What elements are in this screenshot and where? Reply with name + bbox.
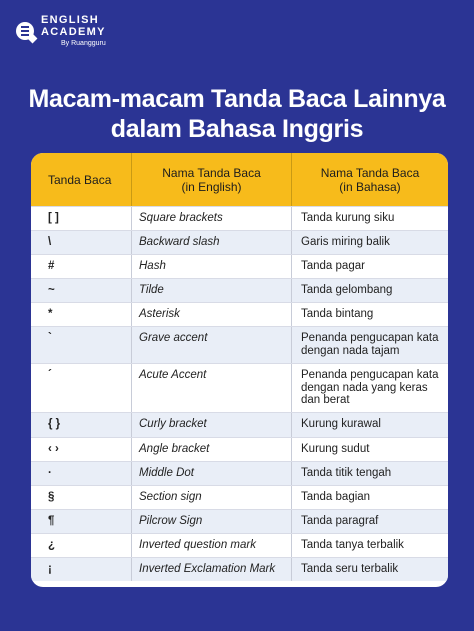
row-english-name: Pilcrow Sign [131, 510, 291, 533]
title-line2: dalam Bahasa Inggris [110, 115, 364, 143]
row-symbol: ¶ [48, 515, 55, 527]
row-bahasa-name: Tanda kurung siku [291, 207, 448, 230]
brand-text [41, 14, 106, 48]
row-bahasa-name: Kurung kurawal [291, 413, 448, 437]
title-line1: Macam-macam Tanda Baca Lainnya [28, 85, 446, 113]
row-english-name: Inverted question mark [131, 534, 291, 557]
brand-line1: ENGLISH [41, 14, 99, 26]
table-row [31, 230, 448, 254]
table-row [31, 278, 448, 302]
table-row [31, 254, 448, 278]
row-english-name: Hash [131, 255, 291, 278]
table-header [31, 153, 448, 206]
row-bahasa-name: Tanda gelombang [291, 279, 448, 302]
row-symbol: # [48, 260, 55, 272]
brand-line2: ACADEMY [41, 26, 106, 38]
row-english-name: Curly bracket [131, 413, 291, 437]
brand-byline: By Ruangguru [61, 40, 106, 47]
row-bahasa-name: Garis miring balik [291, 231, 448, 254]
row-symbol: { } [48, 418, 61, 430]
row-english-name: Backward slash [131, 231, 291, 254]
table-row [31, 302, 448, 326]
table-row [31, 412, 448, 437]
header-bahasa-line2: (in Bahasa) [339, 179, 401, 194]
table-row [31, 363, 448, 412]
table-row [31, 509, 448, 533]
row-bahasa-name: Tanda bintang [291, 303, 448, 326]
row-symbol: § [48, 491, 55, 503]
table-row [31, 461, 448, 485]
row-bahasa-name: Tanda seru terbalik [291, 558, 448, 581]
page-title [0, 84, 474, 144]
row-symbol: ‹ › [48, 443, 59, 455]
row-bahasa-name: Tanda bagian [291, 486, 448, 509]
row-symbol: \ [48, 236, 52, 248]
row-english-name: Inverted Exclamation Mark [131, 558, 291, 581]
row-bahasa-name: Tanda paragraf [291, 510, 448, 533]
header-symbol: Tanda Baca [48, 172, 112, 187]
row-symbol: ` [48, 332, 52, 344]
row-bahasa-name: Tanda tanya terbalik [291, 534, 448, 557]
chat-bubble-icon [16, 22, 34, 40]
row-symbol: ´ [48, 369, 52, 381]
row-symbol: · [48, 467, 52, 479]
row-english-name: Middle Dot [131, 462, 291, 485]
table-row [31, 437, 448, 461]
header-english-line2: (in English) [181, 179, 242, 194]
table-body [31, 206, 448, 581]
row-symbol: ~ [48, 284, 55, 296]
table-row [31, 326, 448, 363]
row-english-name: Tilde [131, 279, 291, 302]
header-bahasa [291, 153, 448, 206]
header-english-line1: Nama Tanda Baca [162, 165, 261, 180]
table-row [31, 206, 448, 230]
row-bahasa-name: Penanda pengucapan kata dengan nada yang keras dan berat [291, 364, 448, 412]
brand-logo [16, 14, 106, 48]
row-symbol: * [48, 308, 53, 320]
row-bahasa-name: Tanda titik tengah [291, 462, 448, 485]
row-bahasa-name: Penanda pengucapan kata dengan nada tajam [291, 327, 448, 363]
row-english-name: Acute Accent [131, 364, 291, 412]
punctuation-table [31, 153, 448, 587]
row-english-name: Asterisk [131, 303, 291, 326]
row-symbol: ¡ [48, 563, 52, 575]
row-bahasa-name: Kurung sudut [291, 438, 448, 461]
table-row [31, 533, 448, 557]
header-english [131, 153, 291, 206]
row-english-name: Square brackets [131, 207, 291, 230]
table-row [31, 485, 448, 509]
row-symbol: ¿ [48, 539, 56, 551]
header-bahasa-line1: Nama Tanda Baca [320, 165, 420, 180]
table-row [31, 557, 448, 581]
row-english-name: Section sign [131, 486, 291, 509]
row-bahasa-name: Tanda pagar [291, 255, 448, 278]
row-symbol: [ ] [48, 212, 59, 224]
row-english-name: Grave accent [131, 327, 291, 363]
row-english-name: Angle bracket [131, 438, 291, 461]
